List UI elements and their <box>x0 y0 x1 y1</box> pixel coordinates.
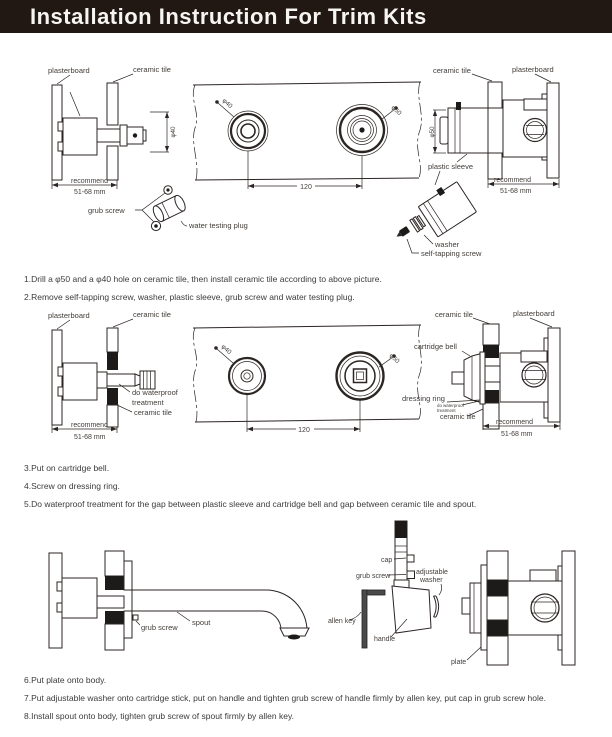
leader-line <box>472 74 492 81</box>
ceramic-tile-wall-lower <box>107 405 118 427</box>
step-8: 8.Install spout onto body, tighten grub screw of spout firmly by allen key. <box>24 711 294 721</box>
ceramic-tile-small-label: ceramic tile <box>440 414 476 421</box>
ceramic-tile-wall-upper <box>488 82 502 108</box>
spout-label: spout <box>192 618 211 627</box>
ceramic-tile-wall-upper <box>107 83 118 125</box>
handle-exploded-view <box>328 521 481 666</box>
diagram-spout-and-handle <box>0 516 612 674</box>
valve-stem <box>97 371 155 389</box>
tile-face-panel <box>193 325 421 434</box>
leader-line <box>181 221 187 226</box>
grub-screw-part <box>133 615 138 620</box>
cartridge-bell-part <box>452 353 483 403</box>
ceramic-tile-wall-upper <box>483 324 499 345</box>
handle-label: handle <box>374 636 396 643</box>
treatment-small-label: treatment <box>437 408 456 413</box>
water-testing-plug-label: water testing plug <box>189 221 248 230</box>
recommend-range-label: 51-68 mm <box>74 189 106 196</box>
leader-line <box>388 575 406 576</box>
plastic-sleeve-installed <box>440 102 488 153</box>
steps-3-5 <box>24 459 599 513</box>
step-1: 1.Drill a φ50 and a φ40 hole on ceramic tile, then install ceramic tile according to above picture. <box>24 274 382 284</box>
leader-line <box>117 405 132 412</box>
leader-line <box>439 584 442 595</box>
allen-key-label: allen key <box>328 618 356 625</box>
recommend-label: recommend <box>494 177 531 184</box>
cap-label: cap <box>381 557 393 564</box>
leader-line <box>424 235 433 244</box>
adjustable-washer-label-2: washer <box>420 577 443 584</box>
waterproof-seal-lower <box>105 611 124 624</box>
leader-line <box>435 171 440 185</box>
step-6: 6.Put plate onto body. <box>24 675 107 685</box>
diagram-drill-and-remove <box>0 58 612 270</box>
treatment-label: treatment <box>132 398 164 407</box>
plasterboard-wall <box>547 83 559 178</box>
title-bar <box>0 0 612 33</box>
cap-part <box>407 555 414 562</box>
recommend-range-label: 51-68 mm <box>500 188 532 195</box>
wall-section-right <box>402 309 560 438</box>
ceramic-tile-wall-lower <box>487 636 508 665</box>
do-waterproof-label: do waterproof <box>132 388 178 397</box>
grub-screw-part <box>407 571 415 579</box>
self-tapping-screw-label: self-tapping screw <box>421 249 482 258</box>
plasterboard-label: plasterboard <box>48 311 90 320</box>
break-line <box>418 325 422 419</box>
leader-line <box>462 351 470 356</box>
plate-label: plate <box>451 659 467 666</box>
step-3: 3.Put on cartridge bell. <box>24 463 110 473</box>
adjustable-washer-part <box>434 596 439 617</box>
ceramic-tile-label: ceramic tile <box>133 65 171 74</box>
spout-part <box>132 590 309 640</box>
waterproof-seal-upper <box>107 352 118 370</box>
plasterboard-label: plasterboard <box>48 66 90 75</box>
self-tapping-screw-part <box>395 226 411 239</box>
wall-section-right <box>395 65 559 258</box>
leader-line <box>457 154 467 162</box>
plastic-sleeve-label: plastic sleeve <box>428 162 474 171</box>
grub-screw-label: grub screw <box>141 623 178 632</box>
wall-section-left <box>48 310 179 441</box>
spacing-120-dimension <box>247 394 360 434</box>
ceramic-tile-label-lower: ceramic tile <box>134 408 172 417</box>
leader-line <box>57 320 70 329</box>
plasterboard-wall <box>52 85 62 180</box>
dim-120-label: 120 <box>298 427 310 434</box>
bell-and-stem <box>462 583 481 633</box>
plasterboard-wall <box>52 330 62 425</box>
steps-1-2 <box>24 270 599 306</box>
dressing-ring-front <box>229 358 265 394</box>
plasterboard-label: plasterboard <box>513 309 555 318</box>
recommend-label: recommend <box>71 178 108 185</box>
dia40-dim-label: φ40 <box>170 126 177 138</box>
leader-line <box>468 409 483 416</box>
waterproof-seal-upper <box>487 580 508 596</box>
leader-line <box>462 401 479 405</box>
wall-section-left <box>48 65 177 196</box>
dressing-ring-part <box>480 352 485 404</box>
valve-body <box>487 566 562 650</box>
waterproof-seal-upper <box>105 576 124 590</box>
ceramic-tile-label: ceramic tile <box>133 310 171 319</box>
plate-upper <box>124 561 132 590</box>
dia50-front-label: φ50 <box>389 104 403 117</box>
grub-screw-label: grub screw <box>88 206 125 215</box>
grub-screw-label: grub screw <box>356 573 391 580</box>
plate-part <box>481 565 487 650</box>
cartridge-bell-label: cartridge bell <box>414 342 457 351</box>
dia50-front-label: φ50 <box>387 352 401 365</box>
step-5: 5.Do waterproof treatment for the gap between plastic sleeve and cartridge bell and gap between ceramic tile and spout. <box>24 499 477 509</box>
tile-face-panel <box>193 82 421 191</box>
break-line <box>193 328 197 422</box>
leader-line <box>136 621 140 625</box>
valve-body <box>503 94 547 160</box>
leader-line <box>530 318 552 327</box>
do-waterproof-small-label: do waterproof <box>437 403 464 408</box>
plasterboard-wall <box>49 553 62 648</box>
leader-line <box>57 75 70 84</box>
spout-installed-section <box>49 551 309 650</box>
page-title: Installation Instruction For Trim Kits <box>30 3 427 29</box>
waterproof-seal-lower <box>487 620 508 636</box>
recommend-label: recommend <box>496 419 533 426</box>
break-line <box>418 82 422 178</box>
exploded-plug-parts <box>88 186 248 231</box>
leader-line <box>113 74 133 82</box>
plate-lower <box>124 611 132 638</box>
exploded-sleeve-parts <box>395 178 482 258</box>
leader-line <box>113 319 133 327</box>
valve-body <box>58 92 97 155</box>
ceramic-tile-wall-lower <box>107 146 118 180</box>
plasterboard-wall <box>548 328 560 422</box>
washer-label: washer <box>435 240 460 249</box>
leader-line <box>177 612 190 621</box>
ceramic-tile-label: ceramic tile <box>435 310 473 319</box>
leader-line <box>535 74 551 82</box>
ceramic-tile-label: ceramic tile <box>433 66 471 75</box>
leader-line <box>473 318 490 324</box>
hole-50-front <box>337 105 388 156</box>
waterproof-seal-lower <box>107 388 118 405</box>
steps-6-8 <box>24 671 599 725</box>
step-4: 4.Screw on dressing ring. <box>24 481 120 491</box>
adjustable-washer-label-1: adjustable <box>416 569 448 576</box>
dia40-front-label: φ40 <box>219 343 233 356</box>
step-7: 7.Put adjustable washer onto cartridge stick, put on handle and tighten grub screw of handle firmly by allen key, put cap in grub screw hole. <box>24 693 546 703</box>
body-with-plate-section <box>462 551 575 665</box>
recommend-range-label: 51-68 mm <box>74 434 106 441</box>
dressing-ring-label: dressing ring <box>402 394 445 403</box>
ceramic-tile-wall-upper <box>487 551 508 580</box>
cartridge-bell-front <box>337 353 384 400</box>
leader-line <box>407 239 419 253</box>
valve-stem-with-plug <box>97 125 146 146</box>
break-line <box>193 85 197 180</box>
recommend-dimension <box>52 178 117 196</box>
leader-line <box>467 647 481 660</box>
recommend-label: recommend <box>71 422 108 429</box>
dia50-dim-label: φ50 <box>429 126 436 138</box>
washer-part <box>410 215 426 232</box>
dia40-front-label: φ40 <box>220 97 234 110</box>
ceramic-tile-wall-upper <box>107 328 118 352</box>
valve-body <box>58 363 97 400</box>
plasterboard-wall <box>562 551 575 665</box>
dia40-dimension <box>150 112 177 152</box>
recommend-dimension <box>488 177 559 195</box>
ceramic-tile-wall-lower <box>105 624 124 650</box>
step-2: 2.Remove self-tapping screw, washer, plastic sleeve, grub screw and water testing plug. <box>24 292 355 302</box>
handle-part <box>392 586 431 633</box>
recommend-range-label: 51-68 mm <box>501 431 533 438</box>
water-testing-plug-part <box>151 194 187 223</box>
ceramic-tile-wall-lower <box>488 153 502 179</box>
dim-120-label: 120 <box>300 184 312 191</box>
diagram-bell-and-ring <box>0 308 612 460</box>
spacing-120-dimension <box>248 151 362 191</box>
plasterboard-label: plasterboard <box>512 65 554 74</box>
ceramic-tile-wall-upper <box>105 551 124 576</box>
